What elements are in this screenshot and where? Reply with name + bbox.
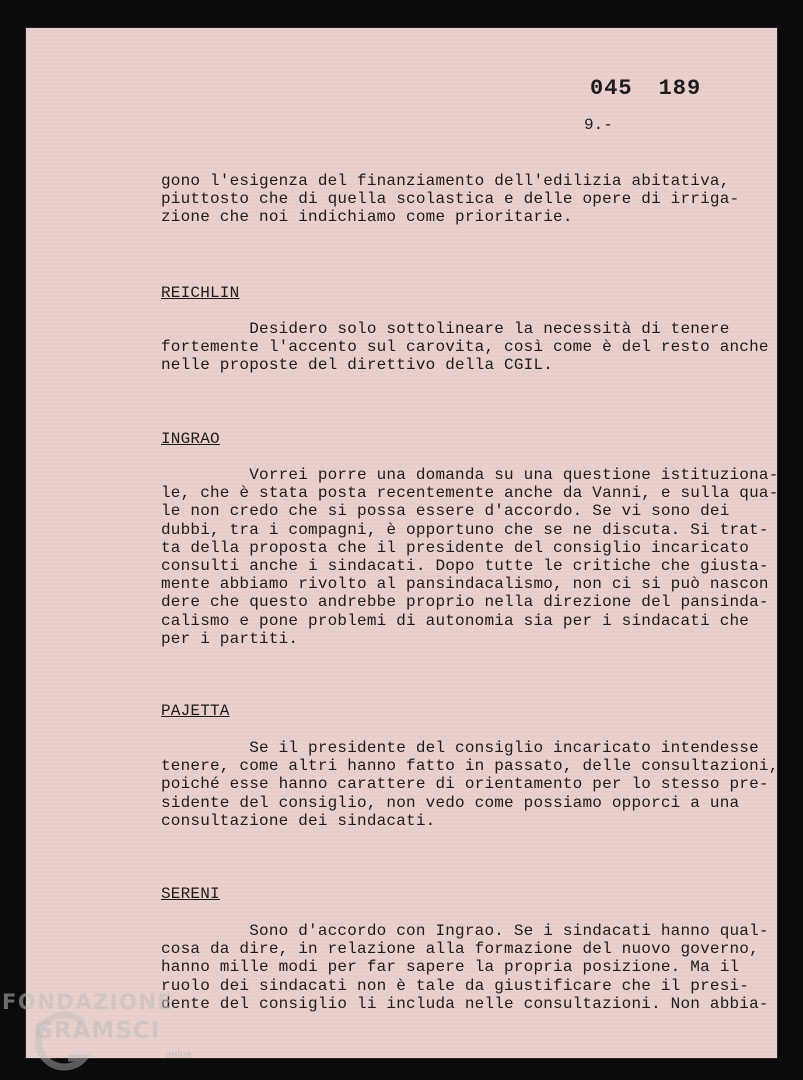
paragraph-sereni: Sono d'accordo con Ingrao. Se i sindacati hanno qual- cosa da dire, in relazione alla formazione del nuovo governo, hanno mille modi per far sapere la propria posizione. Ma il ruolo dei sindacati non è tale da giustificare che il presi- dente del consiglio li includa nelle consultazioni. Non abbia- xyxy=(161,922,769,1013)
archive-number-b: 189 xyxy=(658,76,702,101)
paragraph-pajetta: Se il presidente del consiglio incaricato intendesse tenere, come altri hanno fatto in passato, delle consultazioni, poiché esse hanno carattere di orientamento per lo stesso pre- sidente del consiglio, non vedo come possiamo opporci a una consultazione dei sindacati. xyxy=(161,739,779,830)
paragraph-reichlin: Desidero solo sottolineare la necessità di tenere fortemente l'accento sul carovita, così come è del resto anche nelle proposte del direttivo della CGIL. xyxy=(161,320,769,375)
page-number: 9.- xyxy=(584,116,613,134)
watermark-line2: GRAMSCI xyxy=(34,1018,161,1044)
watermark-logo xyxy=(2,990,192,1061)
watermark-line3: onlus xyxy=(165,1050,192,1061)
archive-number-a: 045 xyxy=(590,76,633,101)
paragraph-ingrao: Vorrei porre una domanda su una questione istituziona- le, che è stata posta recentemente anche da Vanni, e sulla qua- le non credo che si possa essere d'accordo. Se vi sono dei dubbi, tra i compagni, è opportuno che se ne discuta. Si trat- ta della proposta che il presidente del consiglio incaricato consulti anche i sindacati. Dopo tutte le critiche che giusta- mente abbiamo rivolto al pansindacalismo, non ci si può nascon dere che questo andrebbe proprio nella direzione del pansinda- calismo e pone problemi di autonomia sia per i sindacati che per i partiti. xyxy=(161,466,779,648)
paragraph-intro: gono l'esigenza del finanziamento dell'edilizia abitativa, piuttosto che di quella scolastica e delle opere di irriga- zione che noi indichiamo come prioritarie. xyxy=(161,172,740,227)
speaker-ingrao: INGRAO xyxy=(161,430,220,448)
archive-number xyxy=(590,76,701,101)
speaker-sereni: SERENI xyxy=(161,885,220,903)
speaker-reichlin: REICHLIN xyxy=(161,284,240,302)
speaker-pajetta: PAJETTA xyxy=(161,702,230,720)
watermark-line1: FONDAZIONE xyxy=(2,990,174,1014)
